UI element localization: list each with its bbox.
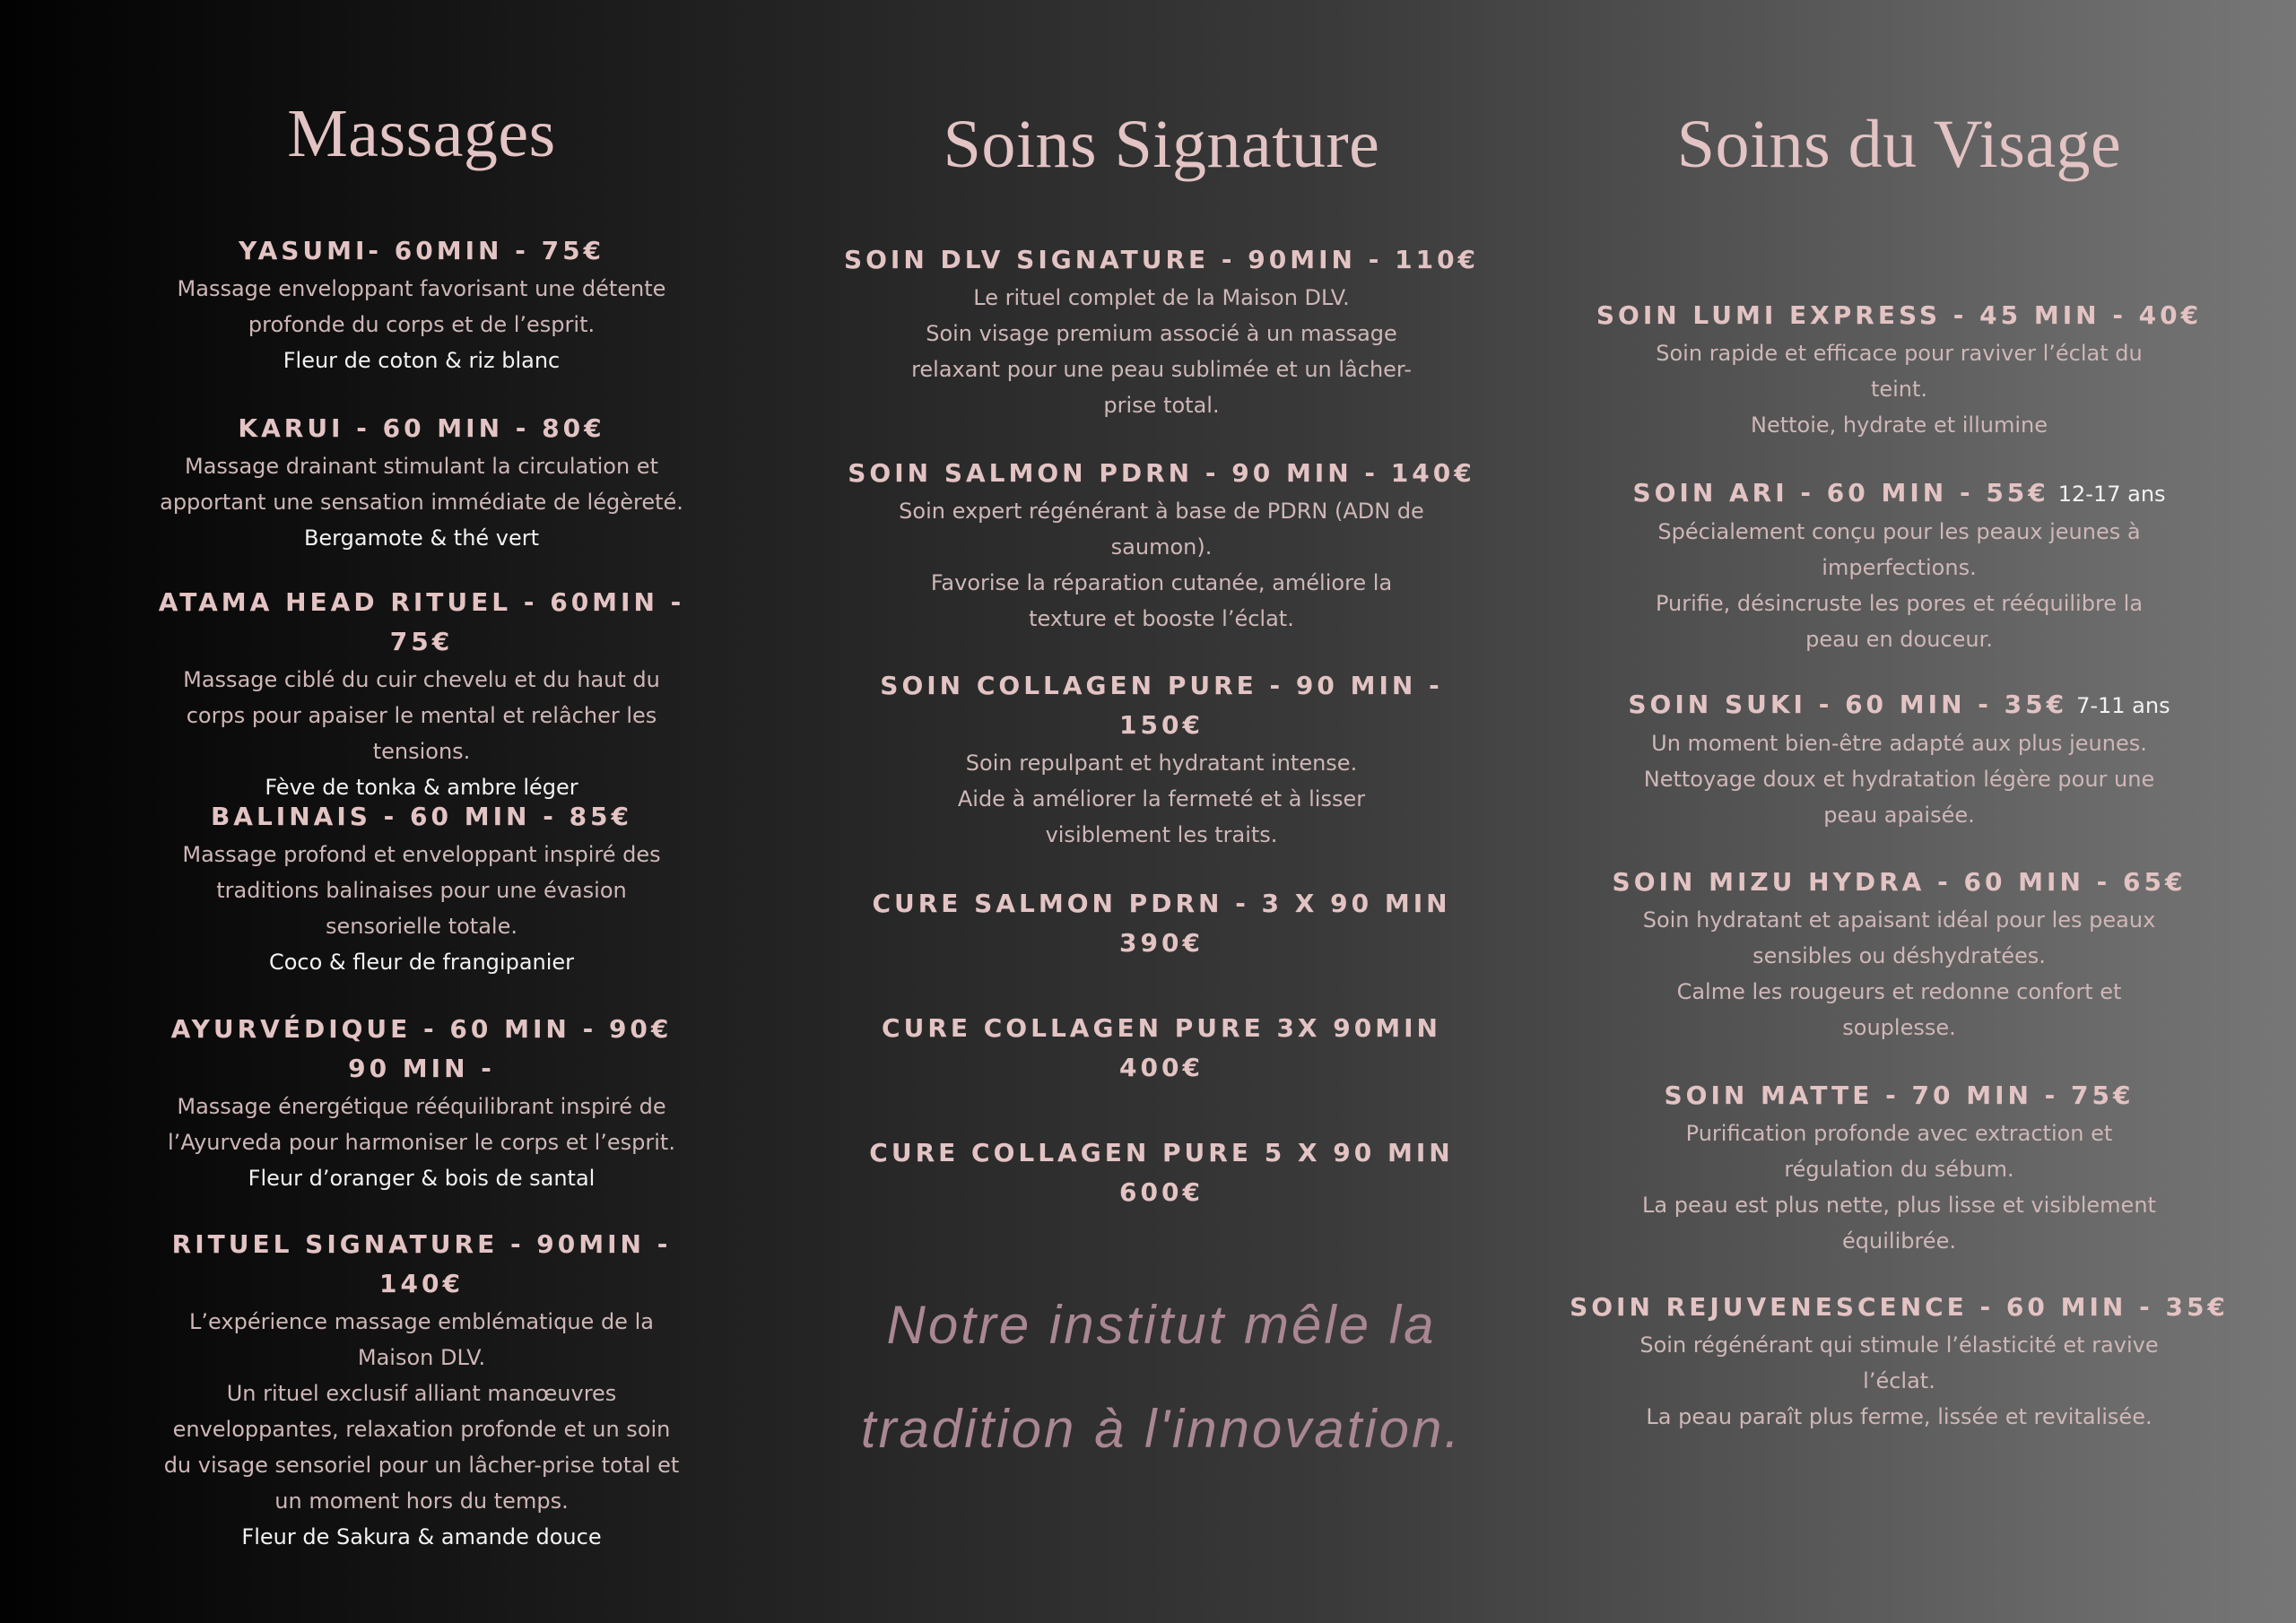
item-desc: équilibrée. [1842,1228,1956,1254]
item-desc: profonde du corps et de l’esprit. [248,312,596,337]
item-desc: relaxant pour une peau sublimée et un lâcher- [911,357,1412,382]
item-desc: l’Ayurveda pour harmoniser le corps et l’esprit. [168,1130,675,1155]
item-desc: régulation du sébum. [1784,1157,2014,1182]
cure-price: 390€ [1119,928,1204,958]
item-desc: Aide à améliorer la fermeté et à lisser [957,786,1366,812]
item-title: SOIN SALMON PDRN - 90 MIN - 140€ [848,458,1475,488]
item-title: AYURVÉDIQUE - 60 MIN - 90€ [170,1014,673,1044]
visage-item-lumi [1565,296,2233,443]
item-desc: Soin rapide et efficace pour raviver l’éclat du [1656,341,2143,366]
item-desc: corps pour apaiser le mental et relâcher les [186,703,657,728]
item-desc: l’éclat. [1863,1368,1935,1393]
item-desc: Massage ciblé du cuir chevelu et du haut du [183,667,660,692]
item-title: YASUMI- 60MIN - 75€ [238,236,605,265]
item-desc: peau apaisée. [1823,803,1975,828]
item-desc: Purification profonde avec extraction et [1685,1121,2113,1146]
age-badge: 7-11 ans [2076,693,2170,718]
massage-item-balinais [126,797,718,980]
item-scent: Coco & fleur de frangipanier [268,950,575,975]
visage-title: Soins du Visage [1676,107,2122,182]
cure-price: 400€ [1119,1053,1204,1082]
item-title: SOIN LUMI EXPRESS - 45 MIN - 40€ [1596,300,2203,330]
cure-title: CURE COLLAGEN PURE 5 X 90 MIN [869,1138,1454,1167]
massages-column [126,96,718,1549]
signature-item-dlv [834,240,1489,423]
institute-quote [834,1273,1489,1481]
visage-item-ari [1565,473,2233,657]
item-desc: Un moment bien-être adapté aux plus jeunes. [1651,731,2147,756]
signature-column [834,107,1489,1459]
item-desc: du visage sensoriel pour un lâcher-prise total et [163,1453,680,1478]
item-title-text: SOIN ARI - 60 MIN - 55€ [1632,478,2049,508]
item-desc: Soin repulpant et hydratant intense. [965,751,1358,776]
item-desc: Maison DLV. [357,1345,486,1370]
item-desc: sensorielle totale. [326,914,517,939]
visage-item-rejuvenescence [1565,1288,2233,1435]
item-title-continued: 90 MIN - [348,1054,495,1083]
item-scent: Fève de tonka & ambre léger [265,775,578,800]
item-desc: Massage profond et enveloppant inspiré des [182,842,661,867]
item-title: SOIN MIZU HYDRA - 60 MIN - 65€ [1612,867,2187,897]
item-desc: Soin visage premium associé à un massage [926,321,1397,346]
item-desc: tensions. [372,739,471,764]
item-title: RITUEL SIGNATURE - 90MIN - 140€ [171,1229,672,1298]
cure-item-salmon [834,884,1489,963]
item-desc: prise total. [1103,393,1220,418]
item-desc: Nettoie, hydrate et illumine [1751,412,2048,438]
age-badge: 12-17 ans [2057,482,2166,507]
quote-line: tradition à l'innovation. [860,1399,1463,1459]
item-title: SOIN COLLAGEN PURE - 90 MIN - 150€ [880,671,1443,740]
item-desc: L’expérience massage emblématique de la [189,1309,654,1334]
item-desc: Nettoyage doux et hydratation légère pour une [1643,767,2155,792]
massage-item-karui [126,409,718,556]
item-desc: sensibles ou déshydratées. [1752,943,2046,968]
item-desc: Massage enveloppant favorisant une détente [177,276,666,301]
item-desc: Calme les rougeurs et redonne confort et [1676,979,2122,1004]
item-title: SOIN DLV SIGNATURE - 90MIN - 110€ [843,245,1480,274]
massage-item-atama [126,583,718,805]
item-title: BALINAIS - 60 MIN - 85€ [210,802,633,831]
item-title: SOIN MATTE - 70 MIN - 75€ [1664,1081,2135,1110]
signature-item-collagen [834,666,1489,853]
item-desc: Spécialement conçu pour les peaux jeunes à [1657,519,2141,544]
massage-item-rituel-signature [126,1225,718,1555]
item-desc: Massage drainant stimulant la circulation et [185,454,658,479]
item-desc: un moment hors du temps. [274,1488,569,1514]
item-scent: Fleur de Sakura & amande douce [241,1524,602,1549]
item-title: KARUI - 60 MIN - 80€ [238,413,605,443]
item-desc: enveloppantes, relaxation profonde et un soin [172,1417,671,1442]
item-title [1565,473,2233,514]
item-desc: Un rituel exclusif alliant manœuvres [226,1381,617,1406]
item-desc: saumon). [1110,534,1213,560]
item-desc: Le rituel complet de la Maison DLV. [973,285,1350,310]
item-desc: Massage énergétique rééquilibrant inspiré de [177,1094,666,1119]
item-desc: apportant une sensation immédiate de légèreté. [160,490,683,515]
massages-title: Massages [287,96,556,171]
item-scent: Bergamote & thé vert [303,525,540,551]
cure-title: CURE SALMON PDRN - 3 X 90 MIN [872,889,1451,918]
item-title-text: SOIN SUKI - 60 MIN - 35€ [1628,690,2068,719]
cure-item-collagen-3 [834,1009,1489,1088]
item-desc: teint. [1870,377,1928,402]
item-desc: Favorise la réparation cutanée, améliore la [930,570,1393,595]
item-desc: Soin régénérant qui stimule l’élasticité et ravive [1639,1332,2159,1358]
signature-title: Soins Signature [943,107,1380,182]
item-desc: imperfections. [1822,555,1977,580]
item-desc: Purifie, désincruste les pores et rééquilibre la [1655,591,2144,616]
item-desc: peau en douceur. [1805,627,1993,652]
visage-item-suki [1565,685,2233,833]
item-desc: souplesse. [1842,1015,1956,1040]
cure-price: 600€ [1119,1177,1204,1207]
signature-item-salmon [834,454,1489,637]
item-desc: La peau est plus nette, plus lisse et visiblement [1642,1193,2156,1218]
item-desc: texture et booste l’éclat. [1029,606,1294,631]
cure-title: CURE COLLAGEN PURE 3X 90MIN [882,1013,1441,1043]
item-desc: Soin hydratant et apaisant idéal pour les peaux [1642,907,2156,933]
massage-item-ayurvedique [126,1010,718,1196]
item-title: SOIN REJUVENESCENCE - 60 MIN - 35€ [1570,1292,2229,1322]
item-desc: La peau paraît plus ferme, lissée et revitalisée. [1646,1404,2152,1429]
visage-item-matte [1565,1076,2233,1259]
massage-item-yasumi [126,231,718,378]
visage-item-mizu [1565,863,2233,1046]
item-title: ATAMA HEAD RITUEL - 60MIN - 75€ [158,587,685,656]
visage-column [1565,107,2233,1429]
cure-item-collagen-5 [834,1133,1489,1212]
item-scent: Fleur d’oranger & bois de santal [248,1166,596,1191]
item-title [1565,685,2233,725]
item-scent: Fleur de coton & riz blanc [283,348,561,373]
item-desc: visiblement les traits. [1045,822,1278,847]
item-desc: Soin expert régénérant à base de PDRN (ADN de [899,499,1424,524]
item-desc: traditions balinaises pour une évasion [216,878,627,903]
quote-line: Notre institut mêle la [886,1295,1437,1355]
